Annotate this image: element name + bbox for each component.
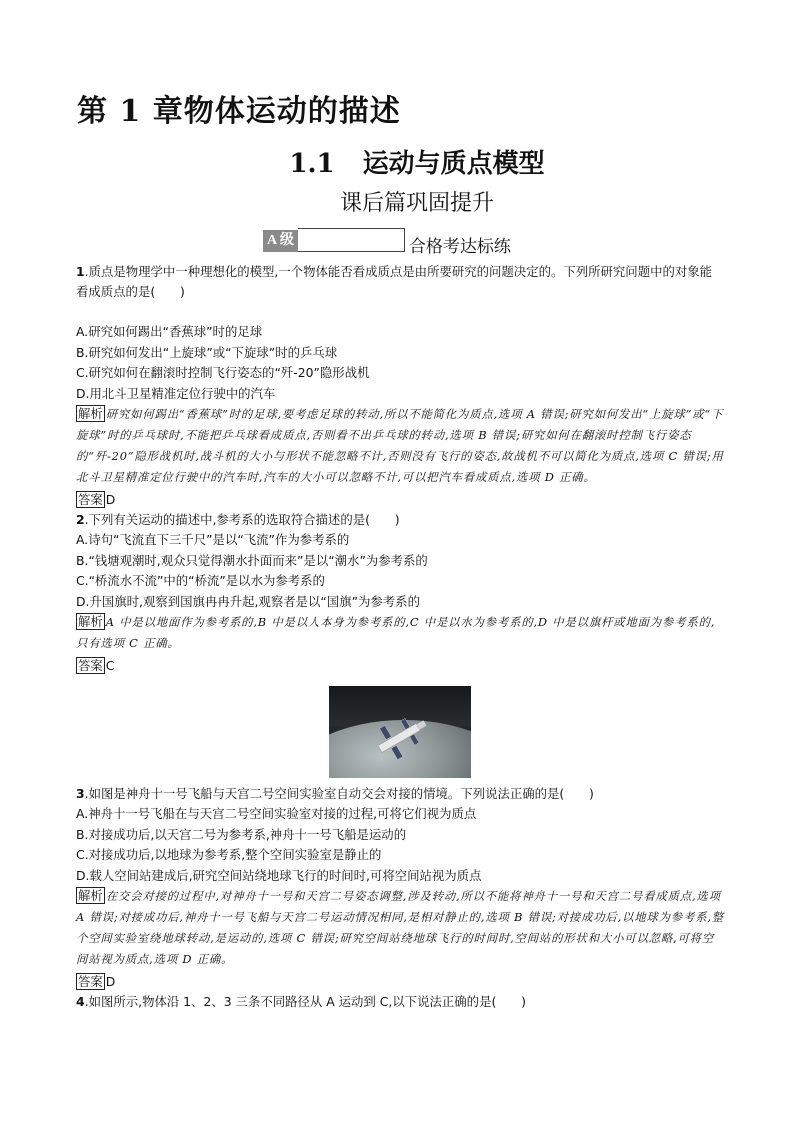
question-1-stem xyxy=(76,262,724,302)
question-1-option-d: D.用北斗卫星精准定位行驶中的汽车 xyxy=(76,385,276,401)
answer-value: D xyxy=(105,492,116,507)
answer-value: D xyxy=(105,974,116,989)
answer-tag: 答案 xyxy=(78,974,103,989)
question-3-stem xyxy=(76,784,724,804)
question-number: 1 xyxy=(76,264,85,279)
question-number: 4 xyxy=(76,994,85,1009)
chapter-title: 第 1 章物体运动的描述 xyxy=(77,94,401,129)
section-number: 1.1 xyxy=(289,149,335,179)
question-4-stem xyxy=(76,992,724,1012)
answer-value: C xyxy=(105,658,115,673)
explain-tag: 解析 xyxy=(78,888,103,903)
answer-tag: 答案 xyxy=(78,492,103,507)
question-2-explanation xyxy=(76,612,724,654)
question-1-option-b: B.研究如何发出“上旋球”或“下旋球”时的乒乓球 xyxy=(76,344,338,360)
question-3-option-c: C.对接成功后,以地球为参考系,整个空间实验室是静止的 xyxy=(76,847,382,862)
explain-tag: 解析 xyxy=(78,406,103,421)
question-text: .如图是神舟十一号飞船与天宫二号空间实验室自动交会对接的情境。下列说法正确的是( ) xyxy=(84,786,594,801)
question-1-explanation xyxy=(76,404,724,488)
explanation-text: A 中是以地面作为参考系的,B 中是以人本身为参考系的,C 中是以水为参考系的,D 中是以旗杆或地面为参考系的,只有选项 C 正确。 xyxy=(76,615,716,650)
question-2-option-a: A.诗句“飞流直下三千尺”是以“飞流”作为参考系的 xyxy=(76,532,350,547)
question-number: 3 xyxy=(76,786,85,801)
question-2-option-b: B.“钱塘观潮时,观众只觉得潮水扑面而来”是以“潮水”为参考系的 xyxy=(76,552,428,568)
spacecraft-docking-photo xyxy=(329,686,471,778)
answer-tag: 答案 xyxy=(78,658,103,673)
question-text: .质点是物理学中一种理想化的模型,一个物体能否看成质点是由所要研究的问题决定的。下列所研究问题中的对象能看成质点的是( ) xyxy=(76,264,713,299)
level-text: 合格考达标练 xyxy=(408,237,511,257)
level-blank-box xyxy=(298,228,405,252)
question-3-option-b: B.对接成功后,以天宫二号为参考系,神舟十一号飞船是运动的 xyxy=(76,826,407,842)
level-badge: A 级 xyxy=(263,230,298,252)
explain-tag: 解析 xyxy=(78,614,103,629)
subtitle: 课后篇巩固提升 xyxy=(339,191,494,216)
explanation-text: 研究如何踢出“香蕉球”时的足球,要考虑足球的转动,所以不能简化为质点,选项 A 错误;研究如何发出“上旋球”或“下旋球”时的乒乓球时,不能把乒乓球看成质点,否则看不出乒乓球的转动,选项 B 错误;研究如何在翻滚时控制飞行姿态的“歼-20”隐形战机时,战斗机的大小与形状不能忽略不计,否则没有飞行的姿态,故战机不可以简化为质点,选项 C 错误;用北斗卫星精准定位行驶中的汽车时,汽车的大小可以忽略不计,可以把汽车看成质点,选项 D 正确。 xyxy=(76,407,724,484)
photo-wrapper xyxy=(76,686,724,778)
question-1-option-c: C.研究如何在翻滚时控制飞行姿态的“歼-20”隐形战机 xyxy=(76,365,370,380)
section-name: 运动与质点模型 xyxy=(362,149,545,179)
level-heading xyxy=(263,226,511,257)
question-2-answer xyxy=(76,656,724,676)
question-number: 2 xyxy=(76,512,85,527)
question-3-answer xyxy=(76,972,724,992)
explanation-text: 在交会对接的过程中,对神舟十一号和天宫二号姿态调整,涉及转动,所以不能将神舟十一号和天宫二号看成质点,选项 A 错误;对接成功后,神舟十一号飞船与天宫二号运动情况相同,是相对静止的,选项 B 错误;对接成功后,以地球为参考系,整个空间实验室绕地球转动,是运动的,选项 C 错误;研究空间站绕地球飞行的时间时,空间站的形状和大小可以忽略,可将空间站视为质点,选项 D 正确。 xyxy=(76,889,724,966)
question-3-option-d: D.载人空间站建成后,研究空间站绕地球飞行的时间时,可将空间站视为质点 xyxy=(76,867,482,883)
question-text: .如图所示,物体沿 1、2、3 三条不同路径从 A 运动到 C,以下说法正确的是( ) xyxy=(84,994,526,1009)
question-1-answer xyxy=(76,490,724,510)
question-1-option-a: A.研究如何踢出“香蕉球”时的足球 xyxy=(76,324,263,339)
question-2-stem xyxy=(76,510,724,530)
question-3-explanation xyxy=(76,886,724,970)
section-title xyxy=(0,143,794,180)
question-2-option-c: C.“桥流水不流”中的“桥流”是以水为参考系的 xyxy=(76,573,325,588)
question-2-option-d: D.升国旗时,观察到国旗冉冉升起,观察者是以“国旗”为参考系的 xyxy=(76,593,420,609)
question-text: .下列有关运动的描述中,参考系的选取符合描述的是( ) xyxy=(84,512,400,527)
questions-content xyxy=(76,262,724,1012)
space-station-icon xyxy=(329,686,471,778)
question-3-option-a: A.神舟十一号飞船在与天宫二号空间实验室对接的过程,可将它们视为质点 xyxy=(76,806,477,821)
